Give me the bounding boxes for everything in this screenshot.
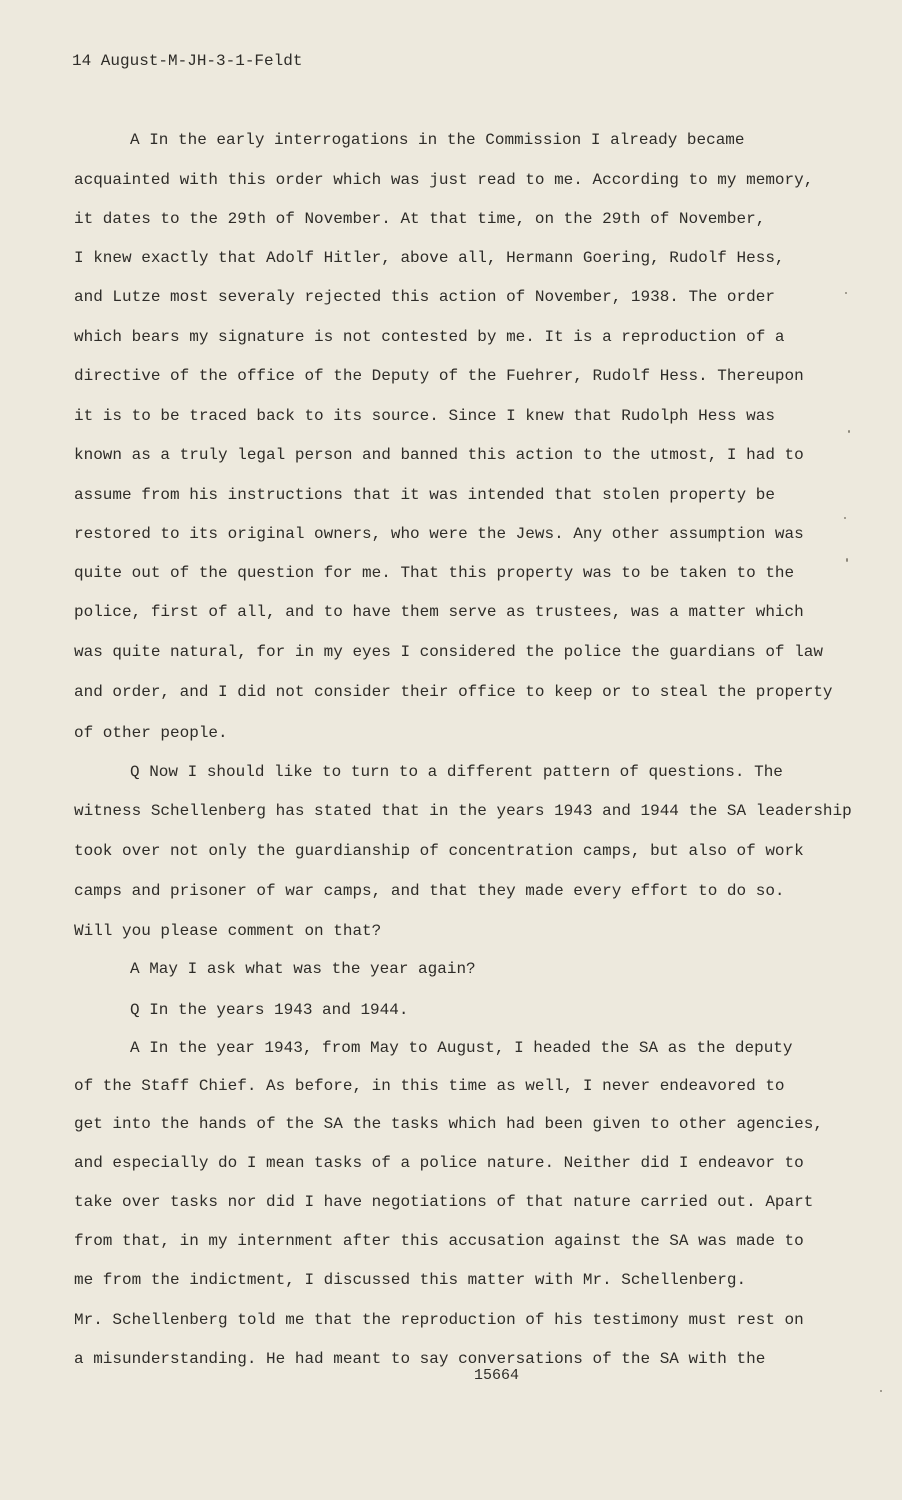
text-line: and order, and I did not consider their office to keep or to steal the property: [74, 683, 833, 701]
text-line: took over not only the guardianship of concentration camps, but also of work: [74, 842, 804, 860]
text-line: and especially do I mean tasks of a police nature. Neither did I endeavor to: [74, 1154, 804, 1172]
text-line: I knew exactly that Adolf Hitler, above all, Hermann Goering, Rudolf Hess,: [74, 249, 785, 267]
text-line: witness Schellenberg has stated that in the years 1943 and 1944 the SA leadership: [74, 802, 852, 820]
text-line: it is to be traced back to its source. Since I knew that Rudolph Hess was: [74, 407, 775, 425]
paper-speck: [845, 292, 847, 294]
text-line: which bears my signature is not contested by me. It is a reproduction of a: [74, 328, 785, 346]
text-line: Q Now I should like to turn to a different pattern of questions. The: [130, 763, 783, 781]
document-reference: 14 August-M-JH-3-1-Feldt: [72, 52, 303, 70]
text-line: A In the year 1943, from May to August, I headed the SA as the deputy: [130, 1039, 793, 1057]
paper-speck: [844, 517, 846, 519]
text-line: and Lutze most severaly rejected this action of November, 1938. The order: [74, 288, 775, 306]
text-line: police, first of all, and to have them serve as trustees, was a matter which: [74, 603, 804, 621]
page-number: 15664: [474, 1367, 520, 1384]
paper-speck: [880, 1390, 882, 1392]
paper-speck: [846, 558, 848, 562]
text-line: acquainted with this order which was just read to me. According to my memory,: [74, 171, 814, 189]
text-line: Q In the years 1943 and 1944.: [130, 1001, 409, 1019]
text-line: known as a truly legal person and banned this action to the utmost, I had to: [74, 446, 804, 464]
text-line: Will you please comment on that?: [74, 922, 382, 940]
text-line: me from the indictment, I discussed this matter with Mr. Schellenberg.: [74, 1271, 747, 1289]
paper-speck: [848, 430, 850, 433]
text-line: a misunderstanding. He had meant to say conversations of the SA with the: [74, 1350, 766, 1368]
text-line: of the Staff Chief. As before, in this time as well, I never endeavored to: [74, 1077, 785, 1095]
text-line: was quite natural, for in my eyes I considered the police the guardians of law: [74, 643, 823, 661]
text-line: take over tasks nor did I have negotiations of that nature carried out. Apart: [74, 1193, 814, 1211]
text-line: it dates to the 29th of November. At that time, on the 29th of November,: [74, 210, 766, 228]
text-line: Mr. Schellenberg told me that the reproduction of his testimony must rest on: [74, 1311, 804, 1329]
text-line: A In the early interrogations in the Commission I already became: [130, 131, 745, 149]
text-line: of other people.: [74, 724, 228, 742]
text-line: get into the hands of the SA the tasks which had been given to other agencies,: [74, 1115, 823, 1133]
text-line: restored to its original owners, who were the Jews. Any other assumption was: [74, 525, 804, 543]
text-line: from that, in my internment after this accusation against the SA was made to: [74, 1232, 804, 1250]
text-line: quite out of the question for me. That this property was to be taken to the: [74, 564, 795, 582]
text-line: directive of the office of the Deputy of the Fuehrer, Rudolf Hess. Thereupon: [74, 367, 804, 385]
text-line: assume from his instructions that it was intended that stolen property be: [74, 486, 775, 504]
text-line: camps and prisoner of war camps, and that they made every effort to do so.: [74, 882, 785, 900]
text-line: A May I ask what was the year again?: [130, 960, 476, 978]
